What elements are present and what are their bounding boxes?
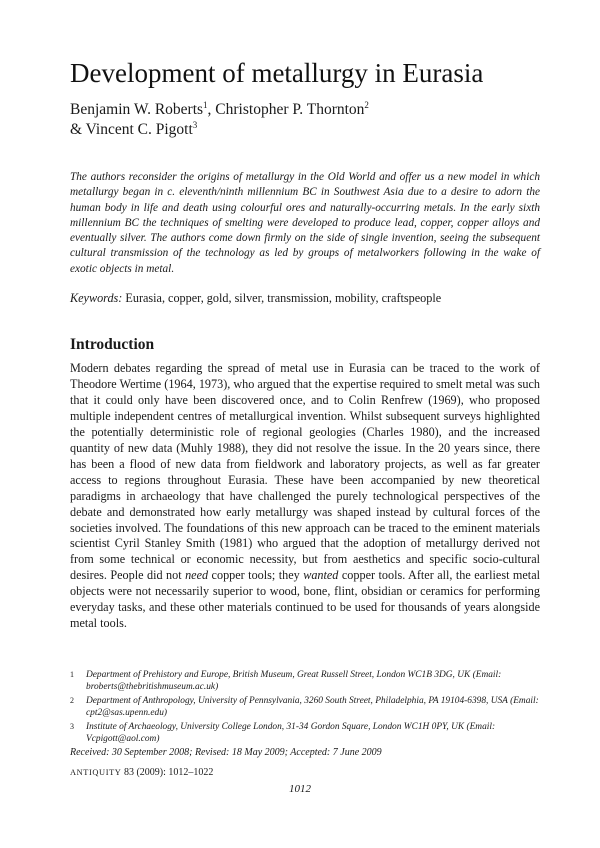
author-name: Vincent C. Pigott — [85, 121, 193, 138]
author-list — [70, 100, 540, 140]
footnotes — [70, 669, 540, 747]
affiliation-marker: 2 — [364, 99, 369, 110]
author-separator: & — [70, 121, 86, 138]
paper-title: Development of metallurgy in Eurasia — [70, 58, 484, 88]
page-number: 1012 — [289, 783, 311, 795]
footnote-text: Institute of Archaeology, University College London, 31-34 Gordon Square, London WC1H 0PY, UK (Email: Vcpigott@aol.com) — [86, 722, 496, 744]
journal-name: ANTIQUITY — [70, 768, 122, 777]
body-text-part: Modern debates regarding the spread of metal use in Eurasia can be traced to the work of Theodore Wertime (1964, 1973), who argued that the expertise required to smelt metal was such that it could only have been discovered once, and to Colin Renfrew (1969), who proposed multiple independent centres of metallurgical invention. Whilst subsequent surveys highlighted the potentially deterministic role of regional geologies (Charles 1980), and the increased quantity of new data (Muhly 1988), they did not resolve the issue. In the 20 years since, there has been a flood of new data from fieldwork and laboratory projects, as well as far greater access to regions throughout Eurasia. These have been accompanied by new theoretical paradigms in archaeology that have challenged the purely technological perspectives of the debate and demonstrated how early metallurgy was shaped instead by cultural forces of the societies involved. The foundations of this new approach can be traced to the eminent materials scientist Cyril Stanley Smith (1981) who argued that the adoption of metallurgy derived not from some technical or economic necessity, but from aesthetics and specific socio-cultural desires. People did not — [70, 361, 540, 583]
abstract: The authors reconsider the origins of metallurgy in the Old World and offer us a new model in which metallurgy began in c. eleventh/ninth millennium BC in Southwest Asia due to a desire to adorn the human body in life and death using colourful ores and naturally-occurring metals. In the early sixth millennium BC the techniques of smelting were developed to produce lead, copper, copper alloys and eventually silver. The authors come down firmly on the side of single invention, seeing the subsequent cultural transmission of the technology as led by groups of metalworkers following in the wake of exotic objects in metal. — [70, 171, 540, 275]
footnote-number: 1 — [70, 670, 74, 679]
keywords-text: Eurasia, copper, gold, silver, transmission, mobility, craftspeople — [122, 291, 442, 305]
affiliation-marker: 3 — [192, 119, 198, 130]
author-name: Christopher P. Thornton — [215, 101, 365, 118]
author-separator: , — [207, 101, 216, 118]
emphasis-text: need — [185, 568, 209, 583]
journal-volume-pages: 83 (2009): 1012–1022 — [121, 767, 214, 778]
body-text-part: copper tools. After all, the earliest metal objects were not necessarily superior to wood, bone, flint, obsidian or ceramics for performing everyday tasks, and these other materials continued to be used for thousands of years alongside metal tools. — [70, 568, 540, 631]
footnote — [70, 695, 540, 719]
emphasis-text: wanted — [303, 568, 339, 583]
received-dates: Received: 30 September 2008; Revised: 18 May 2009; Accepted: 7 June 2009 — [70, 747, 382, 758]
keywords — [70, 290, 540, 306]
footnote-text: Department of Anthropology, University of Pennsylvania, 3260 South Street, Philadelphia, PA 19104-6398, USA (Email: cpt2@sas.upenn.edu) — [86, 696, 539, 718]
body-paragraph — [70, 361, 540, 632]
footnote-number: 3 — [70, 722, 74, 731]
footnote-text: Department of Prehistory and Europe, British Museum, Great Russell Street, London WC1B 3DG, UK (Email: broberts@thebritishmuseum.ac.uk) — [86, 670, 502, 692]
journal-citation — [70, 766, 540, 779]
affiliation-marker: 1 — [203, 99, 208, 110]
footnote-number: 2 — [70, 696, 74, 705]
keywords-label: Keywords: — [70, 291, 123, 305]
footnote — [70, 721, 540, 745]
author-name: Benjamin W. Roberts — [70, 101, 204, 118]
body-text-part: copper tools; they — [208, 568, 304, 583]
footnote — [70, 669, 540, 693]
section-heading: Introduction — [70, 336, 155, 353]
